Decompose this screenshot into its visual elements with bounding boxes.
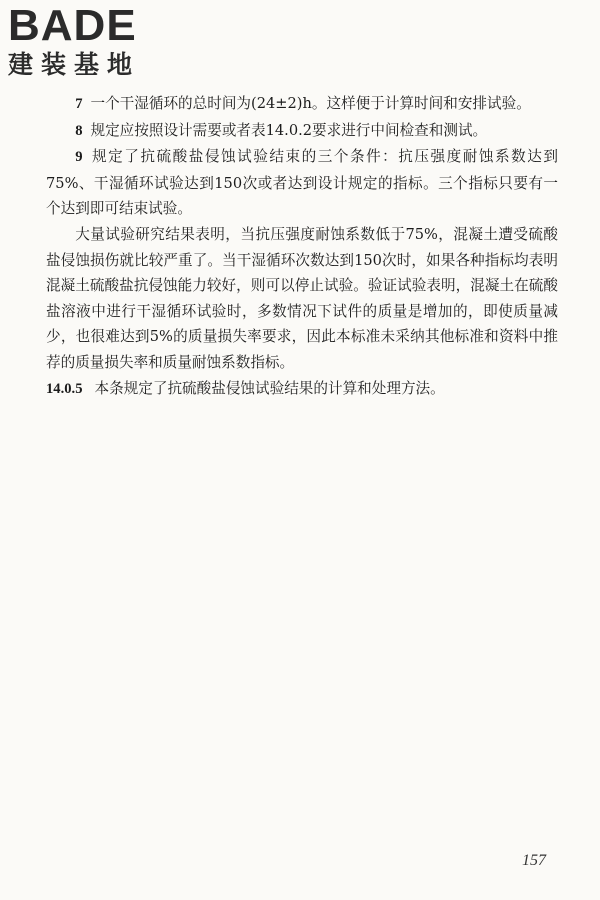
clause-text: 本条规定了抗硫酸盐侵蚀试验结果的计算和处理方法。 — [94, 379, 445, 397]
paragraph-text: 规定了抗硫酸盐侵蚀试验结束的三个条件：抗压强度耐蚀系数达到75%、干湿循环试验达到150次或者达到设计规定的指标。三个指标只要有一个达到即可结束试验。 — [46, 148, 558, 218]
paragraph-text: 大量试验研究结果表明，当抗压强度耐蚀系数低于75%，混凝土遭受硫酸盐侵蚀损伤就比较严重了。当干湿循环次数达到150次时，如果各种指标均表明混凝土硫酸盐抗侵蚀能力较好，则可以停止试验。验证试验表明，混凝土在硫酸盐溶液中进行干湿循环试验时，多数情况下试件的质量是增加的，即使质量减少，也很难达到5%的质量损失率要求，因此本标准未采纳其他标准和资料中推荐的质量损失率和质量耐蚀系数指标。 — [46, 225, 558, 371]
paragraph-text: 一个干湿循环的总时间为(24±2)h。这样便于计算时间和安排试验。 — [90, 95, 531, 112]
page-number: 157 — [522, 852, 546, 869]
logo-subtitle: 建装基地 — [8, 50, 141, 79]
document-body — [46, 91, 558, 402]
paragraph-text: 规定应按照设计需要或者表14.0.2要求进行中间检查和测试。 — [90, 121, 488, 139]
paragraph-explanation — [46, 222, 558, 376]
paragraph-item-7 — [46, 91, 558, 118]
logo-wordmark: BADE — [8, 1, 137, 50]
item-number: 8 — [75, 122, 83, 139]
paragraph-item-9 — [46, 144, 558, 222]
item-number: 7 — [75, 96, 83, 112]
item-number: 9 — [75, 149, 83, 166]
clause-14-0-5 — [46, 376, 558, 403]
clause-number: 14.0.5 — [46, 380, 83, 397]
paragraph-item-8 — [46, 118, 558, 145]
bade-logo — [8, 1, 178, 80]
